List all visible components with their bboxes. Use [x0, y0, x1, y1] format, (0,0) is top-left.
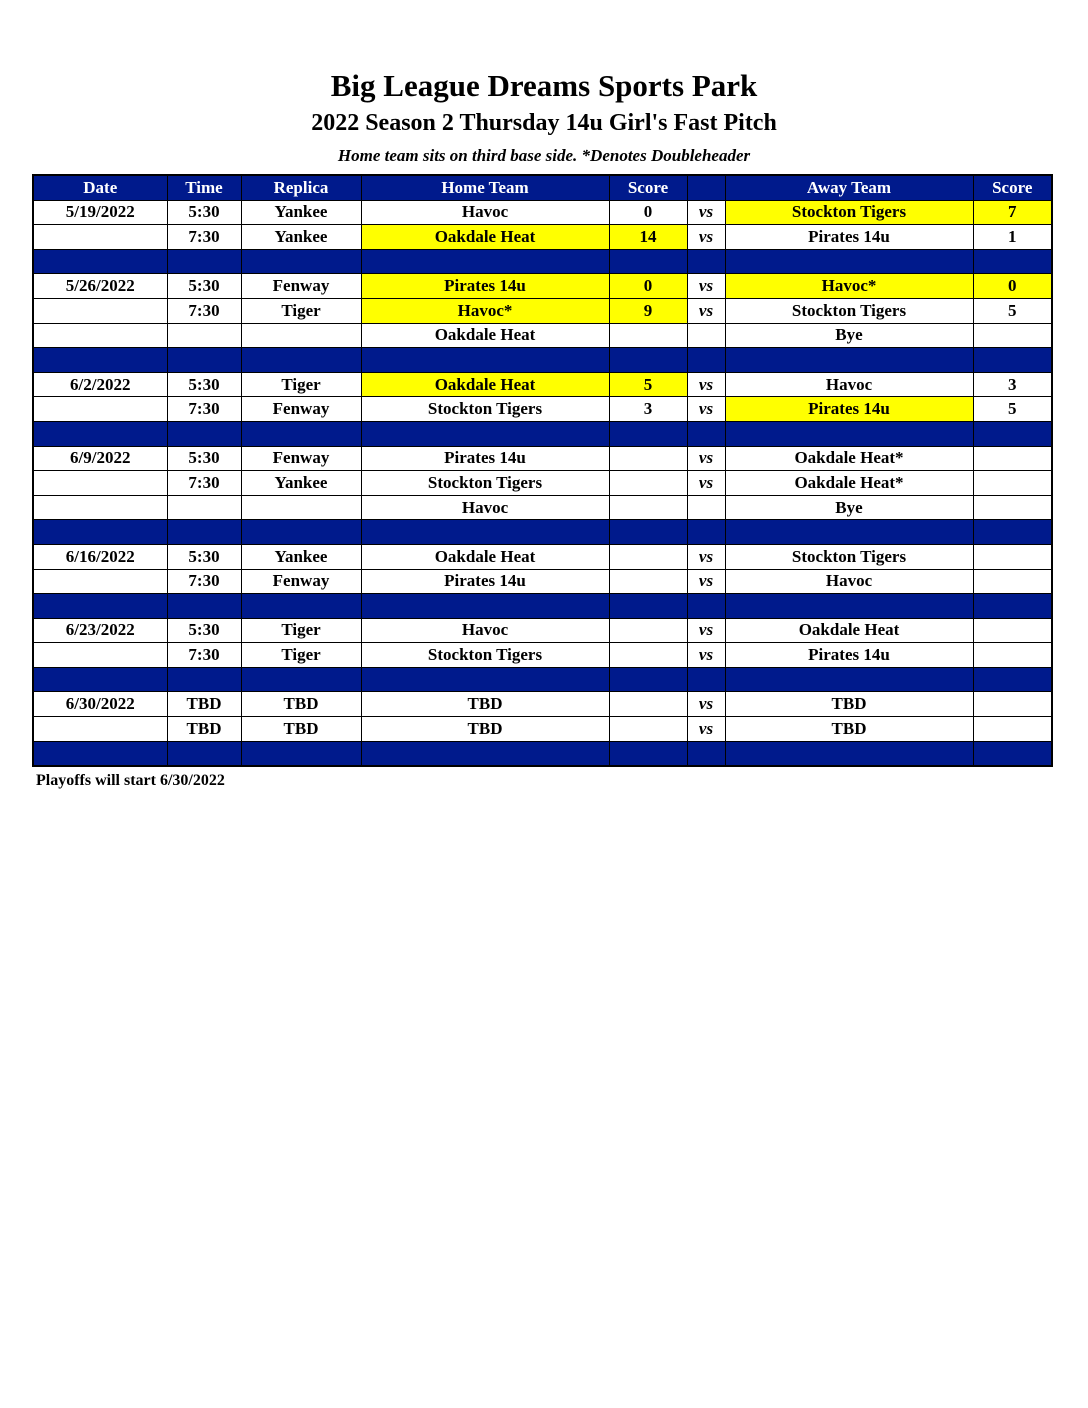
- home-score-cell: [609, 495, 687, 520]
- home-team-cell: TBD: [361, 692, 609, 717]
- header-date: Date: [33, 175, 167, 200]
- table-row: [33, 372, 1052, 397]
- home-team-cell: Oakdale Heat: [361, 372, 609, 397]
- table-row: [33, 544, 1052, 569]
- away-team-cell: TBD: [725, 717, 973, 742]
- replica-cell: Tiger: [241, 643, 361, 668]
- vs-cell: vs: [687, 397, 725, 422]
- vs-cell: vs: [687, 544, 725, 569]
- date-cell: 6/9/2022: [33, 446, 167, 471]
- away-team-cell: Pirates 14u: [725, 643, 973, 668]
- home-team-cell: Oakdale Heat: [361, 225, 609, 250]
- schedule-table: [32, 174, 1053, 767]
- replica-cell: Yankee: [241, 200, 361, 225]
- separator-cell: [687, 741, 725, 766]
- home-team-cell: Pirates 14u: [361, 274, 609, 299]
- time-cell: [167, 323, 241, 348]
- home-score-cell: [609, 471, 687, 496]
- away-team-cell: Pirates 14u: [725, 225, 973, 250]
- away-score-cell: [973, 446, 1052, 471]
- separator-cell: [973, 249, 1052, 274]
- away-score-cell: [973, 495, 1052, 520]
- separator-cell: [33, 520, 167, 545]
- away-score-cell: 3: [973, 372, 1052, 397]
- schedule-note: Home team sits on third base side. *Denotes Doubleheader: [337, 146, 751, 165]
- separator-cell: [241, 348, 361, 373]
- vs-cell: vs: [687, 274, 725, 299]
- time-cell: 7:30: [167, 298, 241, 323]
- header-time: Time: [167, 175, 241, 200]
- home-score-cell: [609, 692, 687, 717]
- table-row: [33, 298, 1052, 323]
- table-row: [33, 569, 1052, 594]
- separator-cell: [33, 667, 167, 692]
- separator-cell: [361, 667, 609, 692]
- home-team-cell: Pirates 14u: [361, 446, 609, 471]
- date-cell: [33, 643, 167, 668]
- home-score-cell: 9: [609, 298, 687, 323]
- separator-cell: [609, 667, 687, 692]
- separator-cell: [241, 594, 361, 619]
- time-cell: 5:30: [167, 618, 241, 643]
- home-score-cell: 0: [609, 274, 687, 299]
- away-team-cell: Stockton Tigers: [725, 298, 973, 323]
- away-team-cell: Bye: [725, 495, 973, 520]
- date-cell: 6/2/2022: [33, 372, 167, 397]
- separator-cell: [167, 421, 241, 446]
- time-cell: 5:30: [167, 544, 241, 569]
- separator-cell: [361, 421, 609, 446]
- date-cell: [33, 471, 167, 496]
- header-replica: Replica: [241, 175, 361, 200]
- vs-cell: vs: [687, 692, 725, 717]
- separator-cell: [167, 594, 241, 619]
- separator-row: [33, 348, 1052, 373]
- table-row: [33, 618, 1052, 643]
- home-score-cell: [609, 618, 687, 643]
- separator-cell: [241, 249, 361, 274]
- date-cell: 6/30/2022: [33, 692, 167, 717]
- table-row: [33, 200, 1052, 225]
- vs-cell: vs: [687, 643, 725, 668]
- separator-cell: [167, 249, 241, 274]
- away-score-cell: [973, 323, 1052, 348]
- separator-cell: [973, 741, 1052, 766]
- home-score-cell: [609, 569, 687, 594]
- separator-cell: [33, 594, 167, 619]
- separator-cell: [167, 520, 241, 545]
- separator-row: [33, 594, 1052, 619]
- home-score-cell: 0: [609, 200, 687, 225]
- vs-cell: vs: [687, 200, 725, 225]
- replica-cell: Fenway: [241, 397, 361, 422]
- away-score-cell: [973, 544, 1052, 569]
- separator-cell: [361, 348, 609, 373]
- time-cell: [167, 495, 241, 520]
- separator-cell: [725, 348, 973, 373]
- separator-cell: [725, 249, 973, 274]
- separator-cell: [241, 667, 361, 692]
- time-cell: TBD: [167, 717, 241, 742]
- away-score-cell: [973, 643, 1052, 668]
- away-team-cell: Oakdale Heat*: [725, 471, 973, 496]
- separator-cell: [167, 348, 241, 373]
- schedule-body: [33, 200, 1052, 766]
- separator-cell: [973, 594, 1052, 619]
- home-team-cell: Stockton Tigers: [361, 643, 609, 668]
- table-row: [33, 643, 1052, 668]
- away-score-cell: [973, 569, 1052, 594]
- home-team-cell: Havoc: [361, 200, 609, 225]
- separator-cell: [609, 594, 687, 619]
- home-team-cell: Stockton Tigers: [361, 471, 609, 496]
- header-home-team: Home Team: [361, 175, 609, 200]
- vs-cell: vs: [687, 717, 725, 742]
- separator-cell: [687, 421, 725, 446]
- home-team-cell: Pirates 14u: [361, 569, 609, 594]
- header-vs: [687, 175, 725, 200]
- page-title: Big League Dreams Sports Park: [330, 68, 758, 103]
- away-team-cell: Oakdale Heat*: [725, 446, 973, 471]
- date-cell: 5/19/2022: [33, 200, 167, 225]
- separator-cell: [241, 421, 361, 446]
- home-score-cell: [609, 323, 687, 348]
- table-row: [33, 446, 1052, 471]
- time-cell: 7:30: [167, 471, 241, 496]
- home-score-cell: [609, 717, 687, 742]
- home-score-cell: [609, 643, 687, 668]
- time-cell: 7:30: [167, 397, 241, 422]
- vs-cell: vs: [687, 618, 725, 643]
- vs-cell: vs: [687, 471, 725, 496]
- home-score-cell: 3: [609, 397, 687, 422]
- separator-cell: [167, 741, 241, 766]
- separator-cell: [687, 520, 725, 545]
- away-score-cell: [973, 717, 1052, 742]
- separator-cell: [973, 667, 1052, 692]
- table-row: [33, 692, 1052, 717]
- date-cell: 6/23/2022: [33, 618, 167, 643]
- time-cell: 7:30: [167, 569, 241, 594]
- separator-row: [33, 667, 1052, 692]
- separator-row: [33, 421, 1052, 446]
- replica-cell: Tiger: [241, 618, 361, 643]
- date-cell: [33, 323, 167, 348]
- separator-cell: [609, 348, 687, 373]
- away-team-cell: Stockton Tigers: [725, 200, 973, 225]
- away-score-cell: 7: [973, 200, 1052, 225]
- time-cell: 5:30: [167, 274, 241, 299]
- away-team-cell: Bye: [725, 323, 973, 348]
- separator-cell: [33, 421, 167, 446]
- separator-cell: [361, 741, 609, 766]
- separator-cell: [687, 249, 725, 274]
- date-cell: [33, 298, 167, 323]
- separator-cell: [609, 249, 687, 274]
- separator-cell: [33, 249, 167, 274]
- separator-cell: [973, 421, 1052, 446]
- away-team-cell: Havoc*: [725, 274, 973, 299]
- home-team-cell: Oakdale Heat: [361, 323, 609, 348]
- away-score-cell: [973, 471, 1052, 496]
- home-team-cell: Oakdale Heat: [361, 544, 609, 569]
- header-away-score: Score: [973, 175, 1052, 200]
- vs-cell: vs: [687, 446, 725, 471]
- time-cell: 7:30: [167, 225, 241, 250]
- table-row: [33, 471, 1052, 496]
- separator-cell: [33, 348, 167, 373]
- replica-cell: Fenway: [241, 274, 361, 299]
- separator-cell: [687, 348, 725, 373]
- separator-cell: [687, 594, 725, 619]
- away-team-cell: TBD: [725, 692, 973, 717]
- home-team-cell: TBD: [361, 717, 609, 742]
- table-row: [33, 717, 1052, 742]
- separator-cell: [609, 421, 687, 446]
- table-row: [33, 495, 1052, 520]
- away-team-cell: Pirates 14u: [725, 397, 973, 422]
- replica-cell: Yankee: [241, 471, 361, 496]
- away-team-cell: Havoc: [725, 569, 973, 594]
- time-cell: 5:30: [167, 372, 241, 397]
- replica-cell: Yankee: [241, 544, 361, 569]
- table-row: [33, 323, 1052, 348]
- home-score-cell: 14: [609, 225, 687, 250]
- header-home-score: Score: [609, 175, 687, 200]
- home-team-cell: Havoc: [361, 495, 609, 520]
- separator-cell: [609, 741, 687, 766]
- vs-cell: vs: [687, 569, 725, 594]
- time-cell: TBD: [167, 692, 241, 717]
- away-team-cell: Havoc: [725, 372, 973, 397]
- vs-cell: [687, 323, 725, 348]
- separator-cell: [361, 520, 609, 545]
- separator-cell: [725, 741, 973, 766]
- vs-cell: vs: [687, 225, 725, 250]
- vs-cell: [687, 495, 725, 520]
- replica-cell: Tiger: [241, 298, 361, 323]
- header-row: [33, 175, 1052, 200]
- separator-cell: [973, 520, 1052, 545]
- separator-row: [33, 249, 1052, 274]
- table-row: [33, 274, 1052, 299]
- time-cell: 5:30: [167, 446, 241, 471]
- separator-cell: [609, 520, 687, 545]
- date-cell: [33, 495, 167, 520]
- date-cell: [33, 717, 167, 742]
- separator-cell: [361, 594, 609, 619]
- separator-cell: [725, 667, 973, 692]
- table-row: [33, 225, 1052, 250]
- vs-cell: vs: [687, 298, 725, 323]
- separator-cell: [725, 421, 973, 446]
- separator-cell: [33, 741, 167, 766]
- home-score-cell: 5: [609, 372, 687, 397]
- away-score-cell: 5: [973, 298, 1052, 323]
- date-cell: [33, 397, 167, 422]
- separator-cell: [725, 594, 973, 619]
- separator-cell: [241, 520, 361, 545]
- separator-cell: [167, 667, 241, 692]
- away-score-cell: [973, 692, 1052, 717]
- away-team-cell: Oakdale Heat: [725, 618, 973, 643]
- replica-cell: Fenway: [241, 446, 361, 471]
- separator-cell: [725, 520, 973, 545]
- home-team-cell: Havoc*: [361, 298, 609, 323]
- table-row: [33, 397, 1052, 422]
- away-score-cell: 5: [973, 397, 1052, 422]
- header-away-team: Away Team: [725, 175, 973, 200]
- replica-cell: Tiger: [241, 372, 361, 397]
- home-team-cell: Havoc: [361, 618, 609, 643]
- away-team-cell: Stockton Tigers: [725, 544, 973, 569]
- separator-row: [33, 741, 1052, 766]
- separator-row: [33, 520, 1052, 545]
- replica-cell: Yankee: [241, 225, 361, 250]
- date-cell: [33, 569, 167, 594]
- away-score-cell: 0: [973, 274, 1052, 299]
- away-score-cell: 1: [973, 225, 1052, 250]
- home-score-cell: [609, 446, 687, 471]
- date-cell: [33, 225, 167, 250]
- date-cell: 5/26/2022: [33, 274, 167, 299]
- home-team-cell: Stockton Tigers: [361, 397, 609, 422]
- away-score-cell: [973, 618, 1052, 643]
- time-cell: 7:30: [167, 643, 241, 668]
- separator-cell: [973, 348, 1052, 373]
- time-cell: 5:30: [167, 200, 241, 225]
- replica-cell: TBD: [241, 692, 361, 717]
- replica-cell: Fenway: [241, 569, 361, 594]
- replica-cell: TBD: [241, 717, 361, 742]
- separator-cell: [241, 741, 361, 766]
- replica-cell: [241, 495, 361, 520]
- vs-cell: vs: [687, 372, 725, 397]
- separator-cell: [361, 249, 609, 274]
- page-subtitle: 2022 Season 2 Thursday 14u Girl's Fast Pitch: [311, 110, 777, 136]
- date-cell: 6/16/2022: [33, 544, 167, 569]
- separator-cell: [687, 667, 725, 692]
- home-score-cell: [609, 544, 687, 569]
- replica-cell: [241, 323, 361, 348]
- playoffs-note: Playoffs will start 6/30/2022: [36, 772, 225, 789]
